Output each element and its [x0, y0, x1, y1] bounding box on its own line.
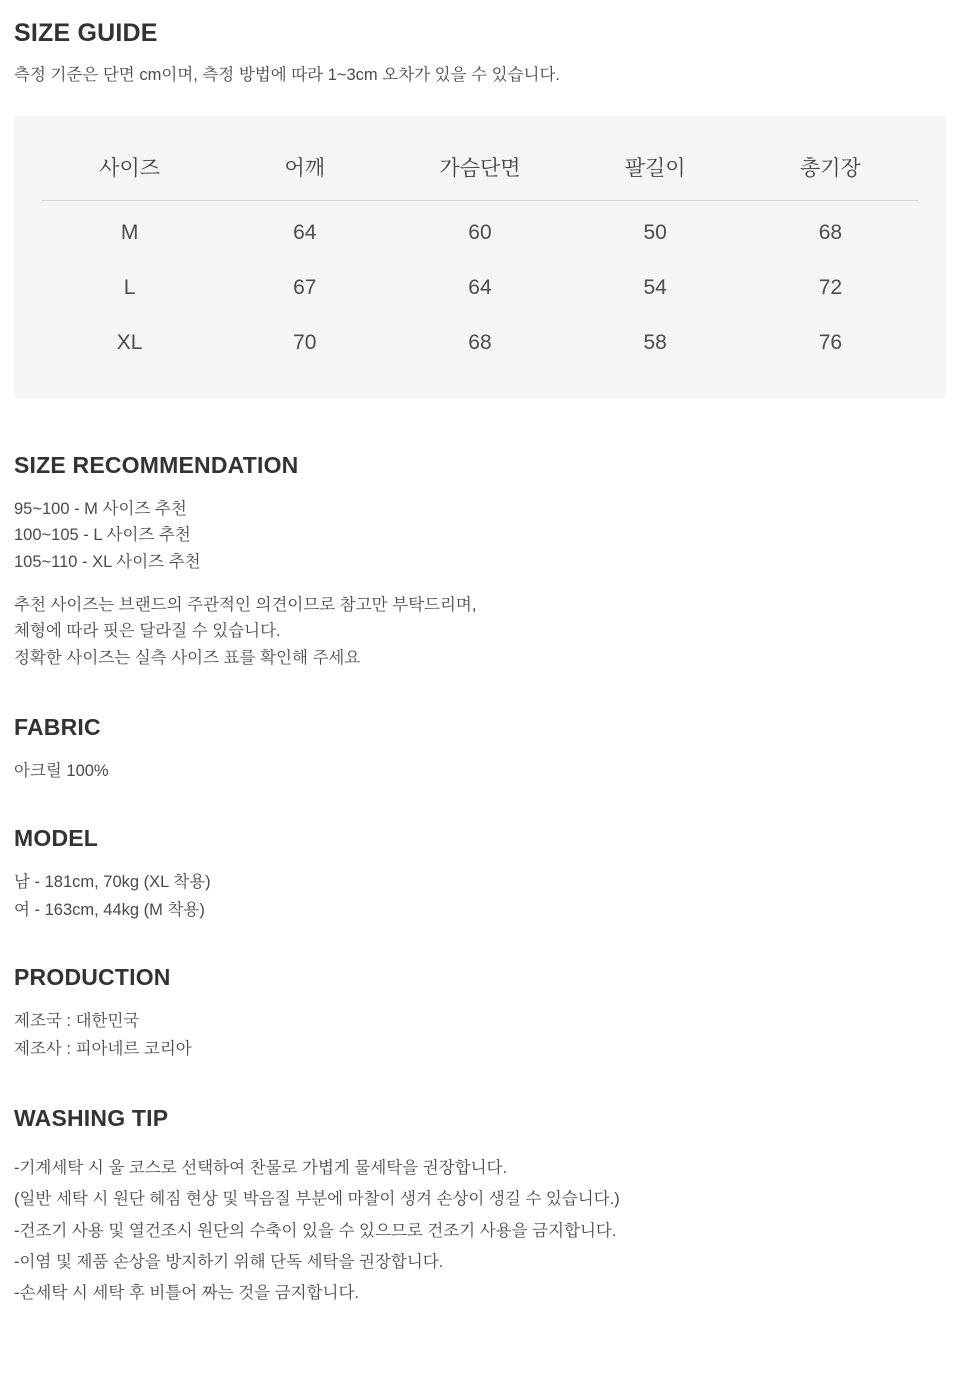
fabric-title: FABRIC — [14, 713, 101, 740]
column-header-chest: 가슴단면 — [392, 138, 567, 201]
cell-length: 72 — [818, 276, 843, 299]
table-row — [42, 317, 918, 372]
recommendation-note: 정확한 사이즈는 실측 사이즈 표를 확인해 주세요 — [14, 649, 361, 668]
production-title: PRODUCTION — [14, 964, 171, 991]
table-header-row — [42, 138, 918, 201]
spacer — [14, 576, 946, 592]
size-recommendation-title: SIZE RECOMMENDATION — [14, 452, 299, 478]
column-header-length: 총기장 — [743, 138, 918, 201]
washing-tip-title: WASHING TIP — [14, 1105, 169, 1132]
production-section — [14, 964, 946, 1063]
cell-length: 68 — [818, 221, 843, 244]
size-guide-section — [14, 18, 946, 398]
cell-size: XL — [116, 331, 143, 354]
size-recommendation-section — [14, 452, 946, 672]
production-line: 제조국 : 대한민국 — [14, 1011, 140, 1030]
production-line: 제조사 : 피아네르 코리아 — [14, 1039, 192, 1058]
cell-chest: 68 — [468, 331, 492, 354]
washing-line: (일반 세탁 시 원단 헤짐 현상 및 박음질 부분에 마찰이 생겨 손상이 생길 수 있습니다.) — [14, 1190, 620, 1209]
cell-chest: 60 — [468, 221, 492, 244]
fabric-section — [14, 714, 946, 785]
washing-line: -이염 및 제품 손상을 방지하기 위해 단독 세탁을 권장합니다. — [14, 1252, 444, 1271]
cell-sleeve: 54 — [643, 276, 667, 299]
table-row — [42, 262, 918, 317]
recommendation-note: 추천 사이즈는 브랜드의 주관적인 의견이므로 참고만 부탁드리며, — [14, 595, 477, 614]
model-line: 남 - 181cm, 70kg (XL 착용) — [14, 872, 211, 891]
size-table-header — [42, 138, 918, 201]
washing-line: -기계세탁 시 울 코스로 선택하여 찬물로 가볍게 물세탁을 권장합니다. — [14, 1158, 508, 1177]
cell-shoulder: 64 — [293, 221, 317, 244]
cell-shoulder: 70 — [293, 331, 317, 354]
column-header-shoulder: 어깨 — [217, 138, 392, 201]
column-header-size: 사이즈 — [42, 138, 217, 201]
size-table — [42, 138, 918, 372]
recommendation-note: 체형에 따라 핏은 달라질 수 있습니다. — [14, 622, 281, 641]
size-table-container — [14, 116, 946, 398]
table-row — [42, 201, 918, 263]
cell-shoulder: 67 — [293, 276, 317, 299]
size-guide-title: SIZE GUIDE — [14, 19, 158, 47]
recommendation-line: 100~105 - L 사이즈 추천 — [14, 526, 191, 545]
cell-length: 76 — [818, 331, 843, 354]
model-line: 여 - 163cm, 44kg (M 착용) — [14, 900, 205, 919]
column-header-sleeve: 팔길이 — [568, 138, 743, 201]
cell-sleeve: 50 — [643, 221, 667, 244]
model-section — [14, 825, 946, 924]
cell-chest: 64 — [468, 276, 492, 299]
size-table-body — [42, 201, 918, 373]
cell-size: M — [120, 221, 139, 244]
fabric-line: 아크릴 100% — [14, 761, 109, 780]
model-title: MODEL — [14, 825, 99, 852]
cell-size: L — [123, 276, 136, 299]
recommendation-line: 95~100 - M 사이즈 추천 — [14, 499, 187, 518]
washing-tip-section — [14, 1105, 946, 1309]
size-guide-note: 측정 기준은 단면 cm이며, 측정 방법에 따라 1~3cm 오차가 있을 수 있습니다. — [14, 66, 560, 85]
cell-sleeve: 58 — [643, 331, 667, 354]
washing-line: -손세탁 시 세탁 후 비틀어 짜는 것을 금지합니다. — [14, 1284, 360, 1303]
washing-line: -건조기 사용 및 열건조시 원단의 수축이 있을 수 있으므로 건조기 사용을 금지합니다. — [14, 1221, 617, 1240]
recommendation-line: 105~110 - XL 사이즈 추천 — [14, 553, 201, 572]
